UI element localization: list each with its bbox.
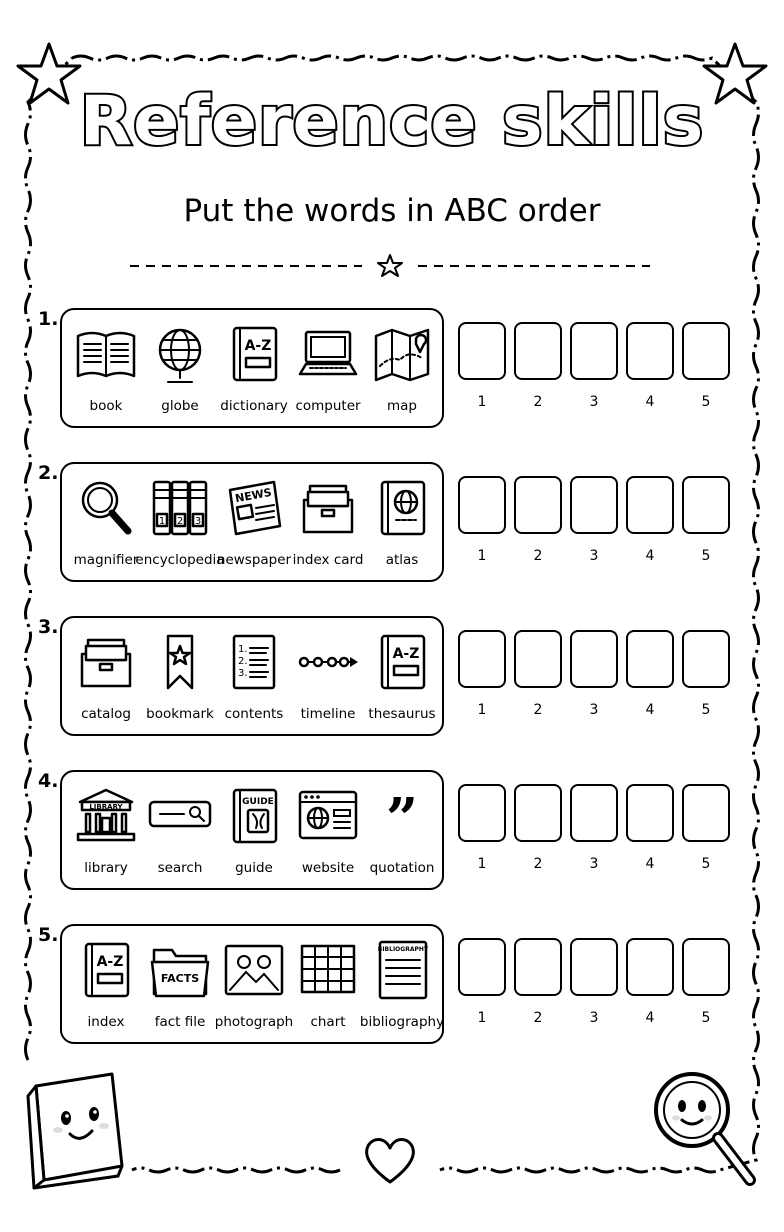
answer-position-number: 1 <box>477 548 487 564</box>
atlas-icon <box>370 476 434 540</box>
word-card <box>60 616 444 736</box>
answer-box[interactable] <box>682 322 730 380</box>
answer-position-number: 4 <box>645 394 655 410</box>
answer-position-number: 4 <box>645 856 655 872</box>
answer-box[interactable] <box>570 322 618 380</box>
svg-text:A-Z: A-Z <box>392 646 420 662</box>
map-icon <box>370 322 434 386</box>
answer-position-number: 5 <box>701 856 711 872</box>
word-label: index <box>87 1014 125 1030</box>
answer-position-number: 1 <box>477 702 487 718</box>
answer-box[interactable] <box>682 630 730 688</box>
word-label: globe <box>161 398 199 414</box>
answer-box[interactable] <box>514 476 562 534</box>
question-number: 2. <box>38 462 59 484</box>
word-label: thesaurus <box>368 706 436 722</box>
quotation-marks-icon <box>370 784 434 848</box>
answer-box[interactable] <box>682 784 730 842</box>
card-box-icon <box>296 476 360 540</box>
word-item <box>364 472 440 578</box>
photograph-icon <box>222 938 286 1002</box>
globe-icon <box>148 322 212 386</box>
smiling-magnifier-icon <box>650 1068 760 1192</box>
answer-position-number: 1 <box>477 394 487 410</box>
word-card <box>60 770 444 890</box>
answer-box[interactable] <box>626 938 674 996</box>
answer-position-number: 5 <box>701 1010 711 1026</box>
word-label: newspaper <box>216 552 292 568</box>
svg-text:2.: 2. <box>238 656 248 667</box>
word-label: computer <box>295 398 361 414</box>
word-label: fact file <box>154 1014 206 1030</box>
catalog-drawer-icon <box>74 630 138 694</box>
answer-box[interactable] <box>514 784 562 842</box>
word-label: book <box>89 398 123 414</box>
newspaper-icon <box>222 476 286 540</box>
word-card <box>60 308 444 428</box>
word-label: guide <box>235 860 273 876</box>
answer-box[interactable] <box>626 476 674 534</box>
library-building-icon <box>74 784 138 848</box>
svg-text:GUIDE: GUIDE <box>242 797 274 807</box>
svg-text:A-Z: A-Z <box>96 954 124 970</box>
question-number: 4. <box>38 770 59 792</box>
answer-position-number: 4 <box>645 702 655 718</box>
bibliography-icon <box>370 938 434 1002</box>
word-label: atlas <box>385 552 419 568</box>
answer-position-number: 5 <box>701 548 711 564</box>
answer-position-number: 3 <box>589 856 599 872</box>
answer-box[interactable] <box>682 476 730 534</box>
word-label: contents <box>224 706 284 722</box>
answer-box[interactable] <box>570 938 618 996</box>
answer-position-number: 5 <box>701 702 711 718</box>
index-book-icon <box>74 938 138 1002</box>
fact-file-icon <box>148 938 212 1002</box>
page-subtitle: Put the words in ABC order <box>183 193 601 229</box>
svg-text:3: 3 <box>194 516 202 527</box>
answer-position-number: 1 <box>477 1010 487 1026</box>
answer-position-number: 4 <box>645 548 655 564</box>
laptop-icon <box>296 322 360 386</box>
thesaurus-icon <box>370 630 434 694</box>
answer-box[interactable] <box>626 784 674 842</box>
question-number: 1. <box>38 308 59 330</box>
answer-box[interactable] <box>458 784 506 842</box>
answer-box[interactable] <box>626 322 674 380</box>
answer-position-number: 2 <box>533 548 543 564</box>
contents-list-icon <box>222 630 286 694</box>
word-label: photograph <box>214 1014 294 1030</box>
svg-text:”: ” <box>385 786 419 848</box>
answer-box[interactable] <box>458 630 506 688</box>
answer-box[interactable] <box>514 630 562 688</box>
svg-text:BIBLIOGRAPHY: BIBLIOGRAPHY <box>377 946 429 953</box>
word-item <box>359 934 445 1040</box>
answer-box[interactable] <box>682 938 730 996</box>
answer-position-number: 4 <box>645 1010 655 1026</box>
open-book-icon <box>74 322 138 386</box>
word-card <box>60 462 444 582</box>
word-item <box>364 780 440 886</box>
timeline-icon <box>296 630 360 694</box>
answer-box[interactable] <box>570 476 618 534</box>
answer-position-number: 2 <box>533 702 543 718</box>
bookmark-icon <box>148 630 212 694</box>
word-label: catalog <box>81 706 131 722</box>
word-label: search <box>157 860 203 876</box>
magnifier-icon <box>74 476 138 540</box>
answer-box[interactable] <box>514 938 562 996</box>
answer-box[interactable] <box>458 938 506 996</box>
word-label: timeline <box>300 706 356 722</box>
search-bar-icon <box>148 784 212 848</box>
svg-text:1: 1 <box>158 516 166 527</box>
word-label: bibliography <box>359 1014 445 1030</box>
word-label: magnifier <box>73 552 139 568</box>
answer-box[interactable] <box>570 630 618 688</box>
svg-text:3.: 3. <box>238 668 248 679</box>
question-number: 5. <box>38 924 59 946</box>
word-label: website <box>301 860 355 876</box>
answer-position-number: 1 <box>477 856 487 872</box>
answer-position-number: 3 <box>589 394 599 410</box>
answer-position-number: 3 <box>589 702 599 718</box>
answer-box[interactable] <box>458 476 506 534</box>
answer-position-number: 2 <box>533 394 543 410</box>
word-label: quotation <box>369 860 435 876</box>
answer-position-number: 3 <box>589 548 599 564</box>
word-label: bookmark <box>146 706 214 722</box>
question-number: 3. <box>38 616 59 638</box>
answer-box[interactable] <box>570 784 618 842</box>
answer-position-number: 2 <box>533 1010 543 1026</box>
dashed-divider <box>130 252 650 278</box>
svg-text:NEWS: NEWS <box>234 485 273 506</box>
word-label: library <box>84 860 128 876</box>
word-item <box>364 626 440 732</box>
answer-position-number: 5 <box>701 394 711 410</box>
guide-book-icon <box>222 784 286 848</box>
word-label: index card <box>292 552 364 568</box>
word-label: chart <box>310 1014 346 1030</box>
answer-box[interactable] <box>626 630 674 688</box>
answer-position-number: 2 <box>533 856 543 872</box>
svg-text:LIBRARY: LIBRARY <box>89 803 123 811</box>
page-title: Reference skills <box>79 82 705 161</box>
word-item <box>364 318 440 424</box>
word-card <box>60 924 444 1044</box>
svg-text:A-Z: A-Z <box>244 338 272 354</box>
dictionary-icon <box>222 322 286 386</box>
svg-text:FACTS: FACTS <box>160 972 200 985</box>
word-label: encyclopedia <box>135 552 225 568</box>
svg-text:1.: 1. <box>238 644 248 655</box>
chart-grid-icon <box>296 938 360 1002</box>
svg-text:2: 2 <box>176 516 184 527</box>
answer-box[interactable] <box>458 322 506 380</box>
answer-box[interactable] <box>514 322 562 380</box>
word-label: dictionary <box>220 398 288 414</box>
word-label: map <box>387 398 417 414</box>
answer-position-number: 3 <box>589 1010 599 1026</box>
website-icon <box>296 784 360 848</box>
encyclopedia-icon <box>148 476 212 540</box>
heart-icon <box>362 1134 418 1186</box>
smiling-book-icon <box>22 1068 130 1192</box>
